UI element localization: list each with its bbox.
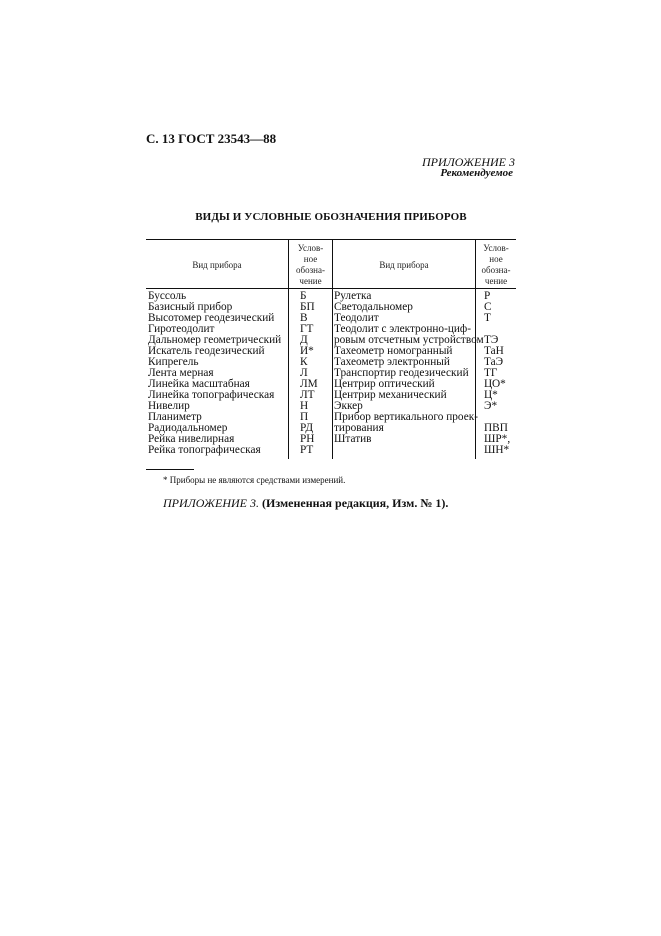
row-left-code: РД: [300, 422, 314, 434]
row-left-code: ГТ: [300, 323, 314, 335]
row-right-name: Транспортир геодезический: [334, 367, 469, 379]
row-left-code: РН: [300, 433, 315, 445]
footnote-rule: [146, 469, 194, 470]
row-left-code: К: [300, 356, 308, 368]
row-right-name: Штатив: [334, 433, 372, 445]
row-right-code: ТаН: [484, 345, 504, 357]
row-right-code: ТГ: [484, 367, 498, 379]
row-left-name: Рейка нивелирная: [148, 433, 235, 445]
row-right-name: Рулетка: [334, 290, 372, 302]
header-right-name: Вид прибора: [379, 260, 429, 270]
row-left-code: И*: [300, 345, 314, 357]
footnote: * Приборы не являются средствами измерений.: [163, 475, 346, 485]
row-right-name: Прибор вертикального проек-: [334, 411, 478, 423]
row-left-code: Д: [300, 334, 308, 346]
row-left-name: Планиметр: [148, 411, 202, 423]
table-header-rule: [146, 288, 516, 289]
row-right-name: Светодальномер: [334, 301, 413, 313]
row-right-name: Эккер: [334, 400, 363, 412]
row-right-code: ТЭ: [484, 334, 499, 346]
document-title: ВИДЫ И УСЛОВНЫЕ ОБОЗНАЧЕНИЯ ПРИБОРОВ: [195, 211, 467, 223]
row-left-code: БП: [300, 301, 315, 313]
row-right-name: Теодолит с электронно-циф-: [334, 323, 472, 335]
row-left-name: Нивелир: [148, 400, 190, 412]
table-col-divider: [332, 239, 333, 459]
edit-note: [163, 496, 448, 511]
row-left-code: РТ: [300, 444, 314, 456]
row-left-name: Радиодальномер: [148, 422, 228, 434]
row-left-name: Базисный прибор: [148, 301, 233, 313]
row-left-name: Лента мерная: [148, 367, 214, 379]
row-left-name: Линейка топографическая: [148, 389, 275, 401]
row-right-name: Центрир оптический: [334, 378, 435, 390]
row-left-code: ЛМ: [300, 378, 318, 390]
row-right-code: ШР*,: [484, 433, 511, 445]
header-left-name: Вид прибора: [192, 260, 242, 270]
row-left-name: Высотомер геодезический: [148, 312, 275, 324]
row-right-name: тирования: [334, 422, 384, 434]
header-right-code: Услов- ное обозна- чение: [481, 243, 511, 286]
row-right-name: Тахеометр номогранный: [334, 345, 453, 357]
row-left-name: Рейка топографическая: [148, 444, 261, 456]
row-right-code: Т: [484, 312, 491, 324]
row-right-code: Э*: [484, 400, 498, 412]
edit-note-label: ПРИЛОЖЕНИЕ 3.: [163, 496, 259, 510]
appendix-status: Рекомендуемое: [440, 167, 513, 179]
row-left-code: Б: [300, 290, 307, 302]
row-right-name: Центрир механический: [334, 389, 447, 401]
row-right-code: С: [484, 301, 492, 313]
row-right-name: ровым отсчетным устройством: [334, 334, 484, 346]
row-right-code: Ц*: [484, 389, 498, 401]
edit-note-text: (Измененная редакция, Изм. № 1).: [261, 496, 449, 510]
row-left-name: Гиротеодолит: [148, 323, 215, 335]
page-header: С. 13 ГОСТ 23543—88: [146, 131, 277, 146]
row-right-code: ПВП: [484, 422, 508, 434]
row-right-name: Тахеометр электронный: [334, 356, 450, 368]
row-right-name: Теодолит: [334, 312, 379, 324]
row-left-name: Дальномер геометрический: [148, 334, 282, 346]
row-left-code: Л: [300, 367, 308, 379]
row-left-name: Линейка масштабная: [148, 378, 250, 390]
row-left-code: ЛТ: [300, 389, 315, 401]
row-left-name: Искатель геодезический: [148, 345, 265, 357]
row-left-code: П: [300, 411, 309, 423]
row-left-name: Буссоль: [148, 290, 187, 302]
row-right-code: ЦО*: [484, 378, 506, 390]
row-right-code: ТаЭ: [484, 356, 504, 368]
header-left-code: Услов- ное обозна- чение: [296, 243, 325, 286]
row-left-code: Н: [300, 400, 309, 412]
row-left-name: Кипрегель: [148, 356, 199, 368]
table-top-rule: [146, 239, 516, 240]
row-left-code: В: [300, 312, 308, 324]
appendix-title: ПРИЛОЖЕНИЕ 3: [422, 155, 515, 169]
row-right-code: Р: [484, 290, 491, 302]
row-right-code: ШН*: [484, 444, 510, 456]
